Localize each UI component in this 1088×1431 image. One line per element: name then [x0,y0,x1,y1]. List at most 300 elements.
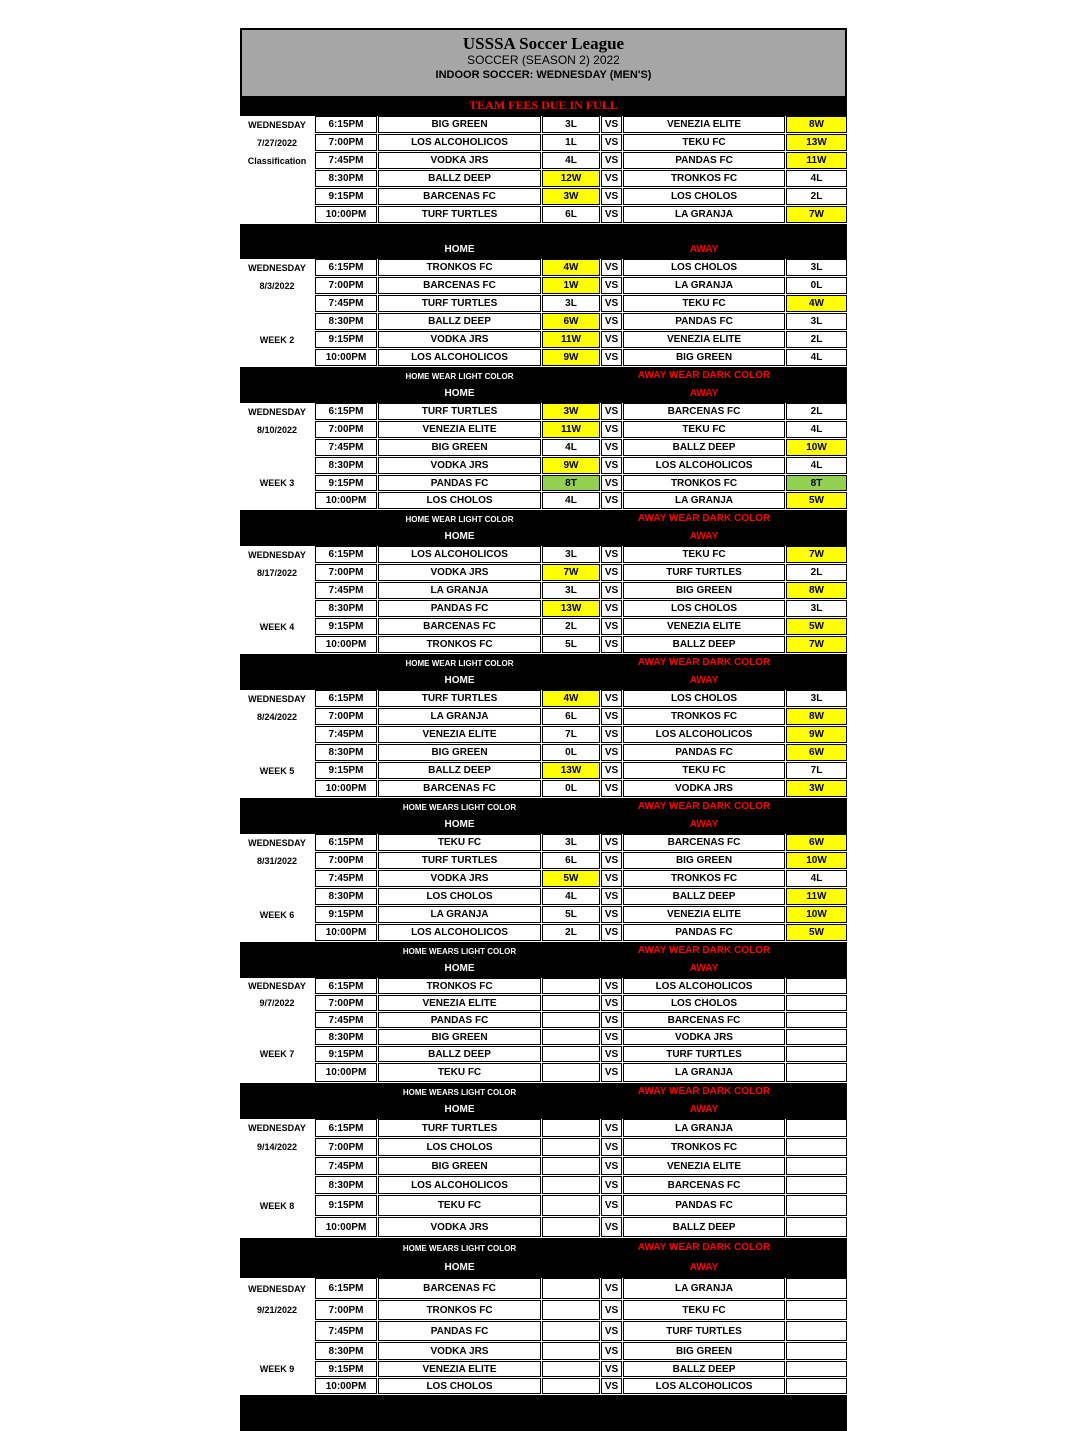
division-title: INDOOR SOCCER: WEDNESDAY (MEN'S) [435,69,652,81]
away-team: LA GRANJA [623,492,785,509]
week-band [240,367,847,403]
away-score [786,1157,847,1175]
home-score [542,1217,600,1237]
away-score: 10W [786,439,847,456]
week-side-label: 8/24/2022 [256,711,298,722]
away-score: 5W [786,618,847,635]
game-time: 6:15PM [315,978,377,994]
week-side-label: WEEK 2 [259,334,295,345]
versus-label: VS [601,421,622,438]
versus-label: VS [601,1378,622,1394]
home-team: VENEZIA ELITE [378,1361,541,1377]
versus-label: VS [601,1195,622,1216]
game-row [240,834,847,851]
game-time: 9:15PM [315,762,377,779]
game-time: 8:30PM [315,457,377,474]
home-team: VODKA JRS [378,870,541,887]
week-side-label: WEDNESDAY [248,1283,306,1294]
away-team: BARCENAS FC [623,1176,785,1194]
away-team: BALLZ DEEP [623,1361,785,1377]
home-team: LA GRANJA [378,906,541,923]
week-side-label [240,206,314,223]
game-time: 8:30PM [315,1029,377,1045]
away-team: LA GRANJA [623,1063,785,1082]
game-time: 8:30PM [315,313,377,330]
game-row [240,349,847,366]
home-team: BARCENAS FC [378,1278,541,1299]
home-score: 9W [542,457,600,474]
versus-label: VS [601,1012,622,1028]
away-team: TRONKOS FC [623,1138,785,1156]
home-score: 3W [542,403,600,420]
game-time: 7:45PM [315,1321,377,1341]
game-row [240,492,847,509]
away-score: 4L [786,349,847,366]
away-score: 7W [786,206,847,223]
away-team: VENEZIA ELITE [623,331,785,348]
week-side-label: WEDNESDAY [248,1123,306,1133]
away-team: PANDAS FC [623,744,785,761]
versus-label: VS [601,1361,622,1377]
game-row [240,762,847,779]
away-team: TRONKOS FC [623,870,785,887]
home-score [542,1119,600,1137]
game-row [240,134,847,151]
game-row [240,188,847,205]
home-column-label: HOME [444,963,475,974]
away-score [786,1217,847,1237]
away-team: BARCENAS FC [623,1012,785,1028]
away-score [786,1195,847,1216]
home-team: TURF TURTLES [378,295,541,312]
week-side-label [240,457,314,474]
game-time: 10:00PM [315,206,377,223]
week-side-label: 7/27/2022 [256,137,298,148]
week-side-label [240,780,314,797]
home-column-label: HOME [444,244,475,255]
game-time: 9:15PM [315,906,377,923]
game-row [240,618,847,635]
week-side-label [240,492,314,509]
week-side-label [240,744,314,761]
game-row [240,852,847,869]
home-team: VODKA JRS [378,457,541,474]
home-score [542,995,600,1011]
away-score: 3L [786,313,847,330]
week-side-label: 9/21/2022 [256,1305,298,1315]
week-side-label [240,439,314,456]
home-score: 4L [542,152,600,169]
game-time: 8:30PM [315,600,377,617]
versus-label: VS [601,762,622,779]
home-team: LOS ALCOHOLICOS [378,349,541,366]
home-team: VODKA JRS [378,331,541,348]
home-team: BALLZ DEEP [378,313,541,330]
game-row [240,1300,847,1320]
footer-band [240,1395,847,1431]
game-time: 8:30PM [315,888,377,905]
home-score: 9W [542,349,600,366]
away-wear-note: AWAY WEAR DARK COLOR [637,657,771,668]
game-time: 6:15PM [315,403,377,420]
away-team: BALLZ DEEP [623,439,785,456]
versus-label: VS [601,1046,622,1062]
game-row [240,1046,847,1062]
game-row [240,978,847,994]
away-team: BALLZ DEEP [623,636,785,653]
week-side-label [240,1342,314,1360]
versus-label: VS [601,259,622,276]
versus-label: VS [601,1321,622,1341]
versus-label: VS [601,582,622,599]
versus-label: VS [601,492,622,509]
away-score: 11W [786,888,847,905]
home-score: 5L [542,636,600,653]
home-team: VENEZIA ELITE [378,726,541,743]
game-row [240,1321,847,1341]
week-side-label: 8/3/2022 [259,280,295,291]
game-time: 6:15PM [315,1119,377,1137]
game-row [240,744,847,761]
home-score [542,1321,600,1341]
game-row [240,564,847,581]
versus-label: VS [601,1119,622,1137]
versus-label: VS [601,134,622,151]
away-score [786,1278,847,1299]
game-time: 8:30PM [315,1342,377,1360]
home-score: 1W [542,277,600,294]
away-team: PANDAS FC [623,924,785,941]
game-time: 10:00PM [315,1217,377,1237]
home-team: BARCENAS FC [378,188,541,205]
home-score [542,1195,600,1216]
week-band [240,798,847,834]
game-time: 9:15PM [315,1046,377,1062]
game-row [240,582,847,599]
game-row [240,1217,847,1237]
week-band [240,1238,847,1278]
home-team: TRONKOS FC [378,1300,541,1320]
game-row [240,870,847,887]
home-score: 4L [542,492,600,509]
home-team: TRONKOS FC [378,259,541,276]
away-column-label: AWAY [689,819,719,830]
away-wear-note: AWAY WEAR DARK COLOR [637,945,771,956]
home-team: PANDAS FC [378,1321,541,1341]
home-team: TURF TURTLES [378,1119,541,1137]
versus-label: VS [601,439,622,456]
away-team: LA GRANJA [623,1119,785,1137]
week-side-label: WEEK 6 [259,909,295,920]
home-score: 5W [542,870,600,887]
away-team: LOS CHOLOS [623,188,785,205]
away-team: LA GRANJA [623,206,785,223]
away-team: VENEZIA ELITE [623,116,785,133]
home-team: BALLZ DEEP [378,1046,541,1062]
away-team: TEKU FC [623,295,785,312]
home-team: VODKA JRS [378,1217,541,1237]
game-time: 7:00PM [315,995,377,1011]
versus-label: VS [601,295,622,312]
game-row [240,277,847,294]
game-row [240,206,847,223]
away-team: BARCENAS FC [623,834,785,851]
away-team: TEKU FC [623,1300,785,1320]
home-score: 12W [542,170,600,187]
game-row [240,888,847,905]
home-team: BIG GREEN [378,1029,541,1045]
away-team: LOS CHOLOS [623,995,785,1011]
week-side-label: 8/17/2022 [256,567,298,578]
home-team: VODKA JRS [378,152,541,169]
game-row [240,1063,847,1082]
away-score: 10W [786,906,847,923]
home-score [542,1342,600,1360]
versus-label: VS [601,780,622,797]
game-time: 9:15PM [315,188,377,205]
team-fees-banner [240,96,847,116]
home-team: VENEZIA ELITE [378,995,541,1011]
home-score [542,1063,600,1082]
away-score: 10W [786,852,847,869]
home-score: 7W [542,564,600,581]
versus-label: VS [601,852,622,869]
away-score: 2L [786,564,847,581]
game-time: 7:00PM [315,421,377,438]
home-score: 6L [542,206,600,223]
away-score: 9W [786,726,847,743]
game-row [240,546,847,563]
home-score: 0L [542,780,600,797]
home-score: 8T [542,475,600,491]
game-row [240,439,847,456]
away-score [786,995,847,1011]
versus-label: VS [601,906,622,923]
game-time: 10:00PM [315,1378,377,1394]
game-time: 9:15PM [315,618,377,635]
versus-label: VS [601,1138,622,1156]
away-column-label: AWAY [689,388,719,399]
home-column-label: HOME [444,388,475,399]
home-score: 11W [542,331,600,348]
home-score: 6L [542,852,600,869]
versus-label: VS [601,116,622,133]
home-team: TEKU FC [378,834,541,851]
game-time: 7:45PM [315,582,377,599]
home-team: TEKU FC [378,1195,541,1216]
game-time: 6:15PM [315,546,377,563]
game-row [240,259,847,276]
away-score: 3L [786,690,847,707]
away-team: LOS ALCOHOLICOS [623,726,785,743]
game-row [240,600,847,617]
game-time: 7:00PM [315,1300,377,1320]
week-side-label: WEEK 5 [259,765,295,776]
week-side-label: WEEK 7 [259,1049,295,1059]
versus-label: VS [601,170,622,187]
away-team: BIG GREEN [623,852,785,869]
game-time: 10:00PM [315,636,377,653]
home-team: BIG GREEN [378,439,541,456]
versus-label: VS [601,924,622,941]
home-team: TURF TURTLES [378,206,541,223]
game-row [240,421,847,438]
home-wear-note: HOME WEARS LIGHT COLOR [402,803,517,812]
game-row [240,1361,847,1377]
home-score: 3L [542,295,600,312]
versus-label: VS [601,726,622,743]
home-score: 4W [542,259,600,276]
away-column-label: AWAY [689,963,719,974]
week-side-label [240,1378,314,1394]
home-team: BIG GREEN [378,116,541,133]
away-column-label: AWAY [689,1104,719,1115]
home-score: 11W [542,421,600,438]
versus-label: VS [601,870,622,887]
away-score [786,1361,847,1377]
game-time: 7:45PM [315,439,377,456]
game-row [240,152,847,169]
versus-label: VS [601,995,622,1011]
week-side-label [240,600,314,617]
away-score: 7W [786,636,847,653]
game-time: 7:45PM [315,1157,377,1175]
away-team: TRONKOS FC [623,475,785,491]
sheet-header [240,28,847,96]
home-column-label: HOME [444,675,475,686]
away-score: 0L [786,277,847,294]
game-row [240,116,847,133]
home-score: 1L [542,134,600,151]
home-team: VODKA JRS [378,564,541,581]
home-team: TRONKOS FC [378,978,541,994]
game-time: 7:00PM [315,1138,377,1156]
versus-label: VS [601,1176,622,1194]
away-team: BIG GREEN [623,1342,785,1360]
schedule-sheet [240,28,847,1395]
away-score: 3W [786,780,847,797]
game-time: 9:15PM [315,1361,377,1377]
away-team: PANDAS FC [623,1195,785,1216]
home-team: LOS CHOLOS [378,492,541,509]
versus-label: VS [601,600,622,617]
game-row [240,1029,847,1045]
week-side-label [240,1217,314,1237]
week-side-label [240,313,314,330]
week-band [240,224,847,259]
game-time: 7:45PM [315,295,377,312]
home-wear-note: HOME WEARS LIGHT COLOR [402,1088,517,1097]
versus-label: VS [601,152,622,169]
week-side-label: WEDNESDAY [248,981,306,991]
game-time: 9:15PM [315,1195,377,1216]
week-band [240,510,847,546]
away-team: BIG GREEN [623,582,785,599]
home-team: LOS ALCOHOLICOS [378,546,541,563]
away-team: VENEZIA ELITE [623,906,785,923]
home-wear-note: HOME WEAR LIGHT COLOR [405,515,514,524]
away-team: TURF TURTLES [623,1046,785,1062]
away-score [786,1046,847,1062]
game-row [240,403,847,420]
versus-label: VS [601,546,622,563]
game-row [240,1138,847,1156]
versus-label: VS [601,277,622,294]
away-team: PANDAS FC [623,313,785,330]
versus-label: VS [601,457,622,474]
week-side-label [240,1029,314,1045]
schedule-table [240,96,847,1395]
week-side-label [240,1176,314,1194]
home-team: TRONKOS FC [378,636,541,653]
away-score [786,1029,847,1045]
away-team: BALLZ DEEP [623,888,785,905]
away-score: 8W [786,116,847,133]
home-score [542,1278,600,1299]
versus-label: VS [601,708,622,725]
away-score [786,1063,847,1082]
away-score [786,1300,847,1320]
away-column-label: AWAY [689,531,719,542]
versus-label: VS [601,1278,622,1299]
home-score: 13W [542,600,600,617]
away-score: 4L [786,870,847,887]
away-wear-note: AWAY WEAR DARK COLOR [637,1242,771,1253]
away-team: TRONKOS FC [623,708,785,725]
home-score [542,1378,600,1394]
week-side-label [240,1063,314,1082]
versus-label: VS [601,188,622,205]
home-score: 4L [542,888,600,905]
home-wear-note: HOME WEARS LIGHT COLOR [402,947,517,956]
home-team: TURF TURTLES [378,403,541,420]
game-row [240,906,847,923]
game-row [240,1378,847,1394]
week-band [240,942,847,978]
week-side-label [240,870,314,887]
week-side-label [240,1321,314,1341]
versus-label: VS [601,313,622,330]
away-score [786,1138,847,1156]
away-score: 13W [786,134,847,151]
away-score: 4L [786,170,847,187]
away-score: 5W [786,492,847,509]
away-wear-note: AWAY WEAR DARK COLOR [637,1086,771,1097]
away-team: LA GRANJA [623,1278,785,1299]
home-score: 3L [542,546,600,563]
away-team: BALLZ DEEP [623,1217,785,1237]
week-side-label [240,726,314,743]
home-score [542,1361,600,1377]
home-score: 5L [542,906,600,923]
game-time: 8:30PM [315,170,377,187]
versus-label: VS [601,978,622,994]
versus-label: VS [601,1029,622,1045]
home-column-label: HOME [444,1104,475,1115]
week-side-label: WEDNESDAY [248,837,306,848]
away-score: 8T [786,475,847,491]
week-side-label: 8/10/2022 [256,424,298,435]
home-team: LA GRANJA [378,708,541,725]
away-team: LOS CHOLOS [623,690,785,707]
away-score: 2L [786,331,847,348]
away-column-label: AWAY [689,244,719,255]
away-score: 6W [786,744,847,761]
home-team: BALLZ DEEP [378,762,541,779]
away-score [786,1342,847,1360]
home-score: 2L [542,924,600,941]
versus-label: VS [601,475,622,491]
